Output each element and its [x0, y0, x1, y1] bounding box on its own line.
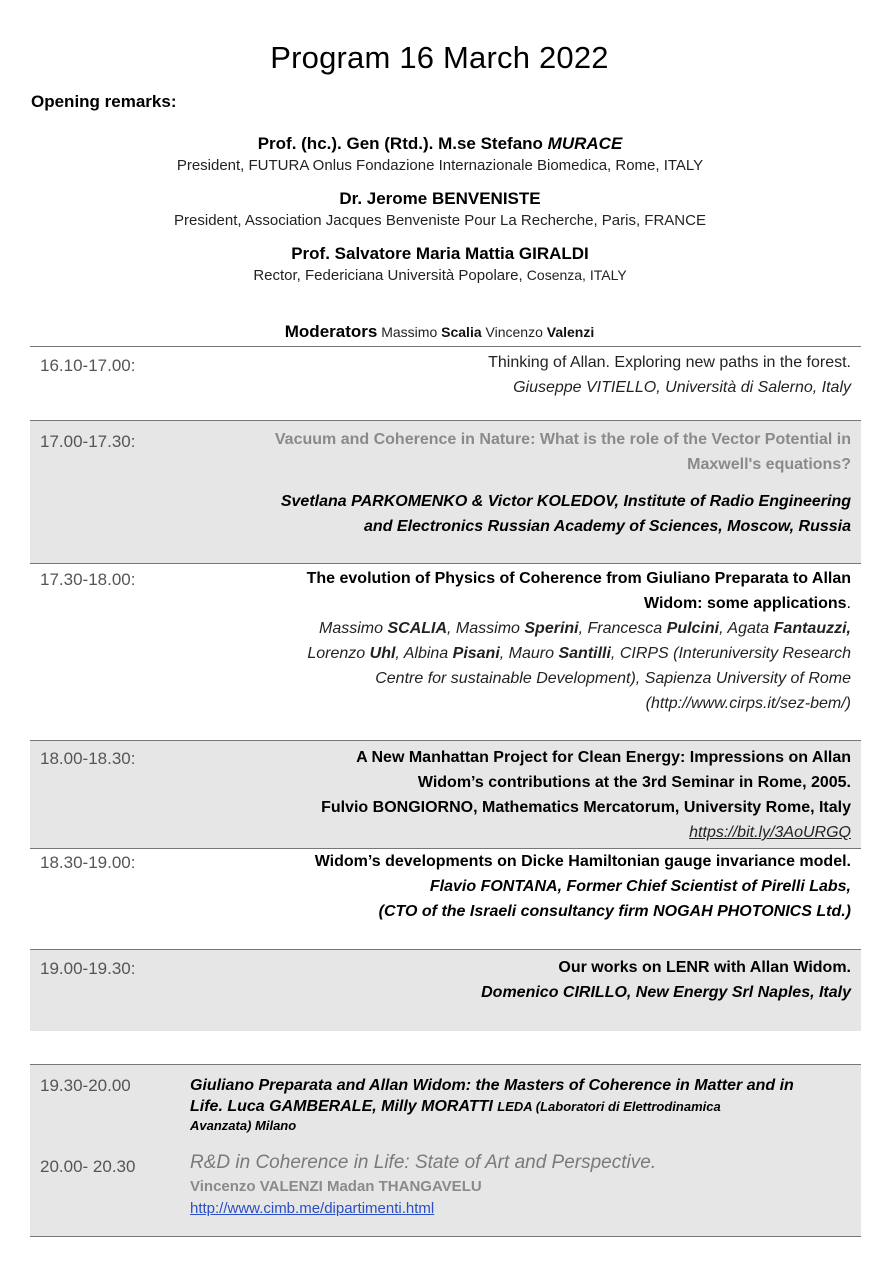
session-title: Giuliano Preparata and Allan Widom: the Masters of Coherence in Matter and in	[190, 1077, 794, 1094]
session-affiliation: Avanzata) Milano	[190, 1118, 297, 1133]
speaker-affiliation: President, Association Jacques Benveniste Pour La Recherche, Paris, FRANCE	[174, 212, 706, 229]
moderators-line: Moderators Massimo Scalia Vincenzo Valenzi	[284, 322, 595, 341]
divider	[30, 949, 861, 950]
divider	[30, 420, 861, 421]
session-speaker: Svetlana PARKOMENKO & Victor KOLEDOV, Institute of Radio Engineering	[280, 493, 851, 510]
session-title: R&D in Coherence in Life: State of Art and Perspective.	[190, 1152, 657, 1173]
divider	[30, 346, 861, 347]
session-speaker-cont: (CTO of the Israeli consultancy firm NOGAH PHOTONICS Ltd.)	[378, 903, 851, 920]
session-7-content	[190, 1074, 850, 1135]
session-link[interactable]: https://bit.ly/3AoURGQ	[689, 824, 851, 841]
divider	[30, 563, 861, 564]
session-title: A New Manhattan Project for Clean Energy: Impressions on Allan	[356, 749, 851, 766]
speaker-surname: MURACE	[547, 134, 623, 153]
page-title: Program 16 March 2022	[270, 40, 609, 75]
session-authors: Massimo SCALIA, Massimo Sperini, Francesca Pulcini, Agata Fantauzzi,	[319, 620, 851, 637]
moderators-label: Moderators	[284, 322, 378, 341]
divider	[30, 1064, 861, 1065]
speaker-murace	[60, 134, 820, 174]
session-title-cont: Widom: some applications.	[644, 595, 851, 612]
speaker-name: Prof. (hc.). Gen (Rtd.). M.se Stefano	[257, 134, 548, 153]
speaker-affiliation: President, FUTURA Onlus Fondazione Internazionale Biomedica, Rome, ITALY	[176, 157, 704, 174]
session-time: 17.00-17.30:	[40, 432, 136, 451]
speaker-name: Prof. Salvatore Maria Mattia GIRALDI	[291, 244, 589, 263]
session-time: 18.00-18.30:	[40, 749, 136, 768]
session-title: The evolution of Physics of Coherence from Giuliano Preparata to Allan	[306, 570, 851, 587]
session-title: Thinking of Allan. Exploring new paths in the forest.	[488, 354, 851, 371]
session-title-cont: Maxwell's equations?	[687, 456, 851, 473]
session-speaker: Vincenzo VALENZI Madan THANGAVELU	[190, 1178, 482, 1195]
session-title-cont: Widom’s contributions at the 3rd Seminar in Rome, 2005.	[417, 774, 851, 791]
session-title: Our works on LENR with Allan Widom.	[558, 959, 851, 976]
session-time: 19.00-19.30:	[40, 959, 136, 978]
speaker-benveniste	[60, 189, 820, 229]
session-1-content	[488, 350, 851, 400]
session-url: (http://www.cirps.it/sez-bem/)	[645, 695, 851, 712]
session-time: 20.00- 20.30	[40, 1157, 136, 1176]
session-2-content	[275, 427, 851, 539]
divider	[30, 740, 861, 741]
session-time: 19.30-20.00	[40, 1076, 131, 1095]
session-speaker: Domenico CIRILLO, New Energy Srl Naples, Italy	[481, 984, 851, 1001]
session-affiliation: Centre for sustainable Development), Sapienza University of Rome	[375, 670, 851, 687]
session-4-content	[321, 745, 851, 845]
speaker-giraldi	[60, 244, 820, 284]
session-time: 18.30-19.00:	[40, 853, 136, 872]
session-time: 16.10-17.00:	[40, 356, 136, 375]
session-6-content	[481, 955, 851, 1005]
speaker-affiliation: Rector, Federiciana Università Popolare, Cosenza, ITALY	[253, 267, 627, 284]
session-speaker: Flavio FONTANA, Former Chief Scientist of Pirelli Labs,	[429, 878, 851, 895]
session-speaker: Giuseppe VITIELLO, Università di Salerno, Italy	[513, 379, 851, 396]
session-time: 17.30-18.00:	[40, 570, 136, 589]
session-title: Widom’s developments on Dicke Hamiltonian gauge invariance model.	[314, 853, 851, 870]
session-5-content	[315, 849, 851, 924]
session-title-cont: Life. Luca GAMBERALE, Milly MORATTI LEDA (Laboratori di Elettrodinamica	[190, 1098, 721, 1115]
session-speaker: Fulvio BONGIORNO, Mathematics Mercatorum, University Rome, Italy	[321, 799, 851, 816]
session-3-content	[307, 566, 851, 716]
session-8-content	[190, 1150, 850, 1220]
divider	[30, 1236, 861, 1237]
session-authors-cont: Lorenzo Uhl, Albina Pisani, Mauro Santilli, CIRPS (Interuniversity Research	[307, 645, 851, 662]
opening-remarks-label: Opening remarks:	[31, 92, 177, 111]
session-link[interactable]: http://www.cimb.me/dipartimenti.html	[190, 1200, 435, 1217]
speaker-name: Dr. Jerome BENVENISTE	[339, 189, 541, 208]
session-title: Vacuum and Coherence in Nature: What is the role of the Vector Potential in	[274, 431, 851, 448]
session-speaker-cont: and Electronics Russian Academy of Sciences, Moscow, Russia	[364, 518, 851, 535]
